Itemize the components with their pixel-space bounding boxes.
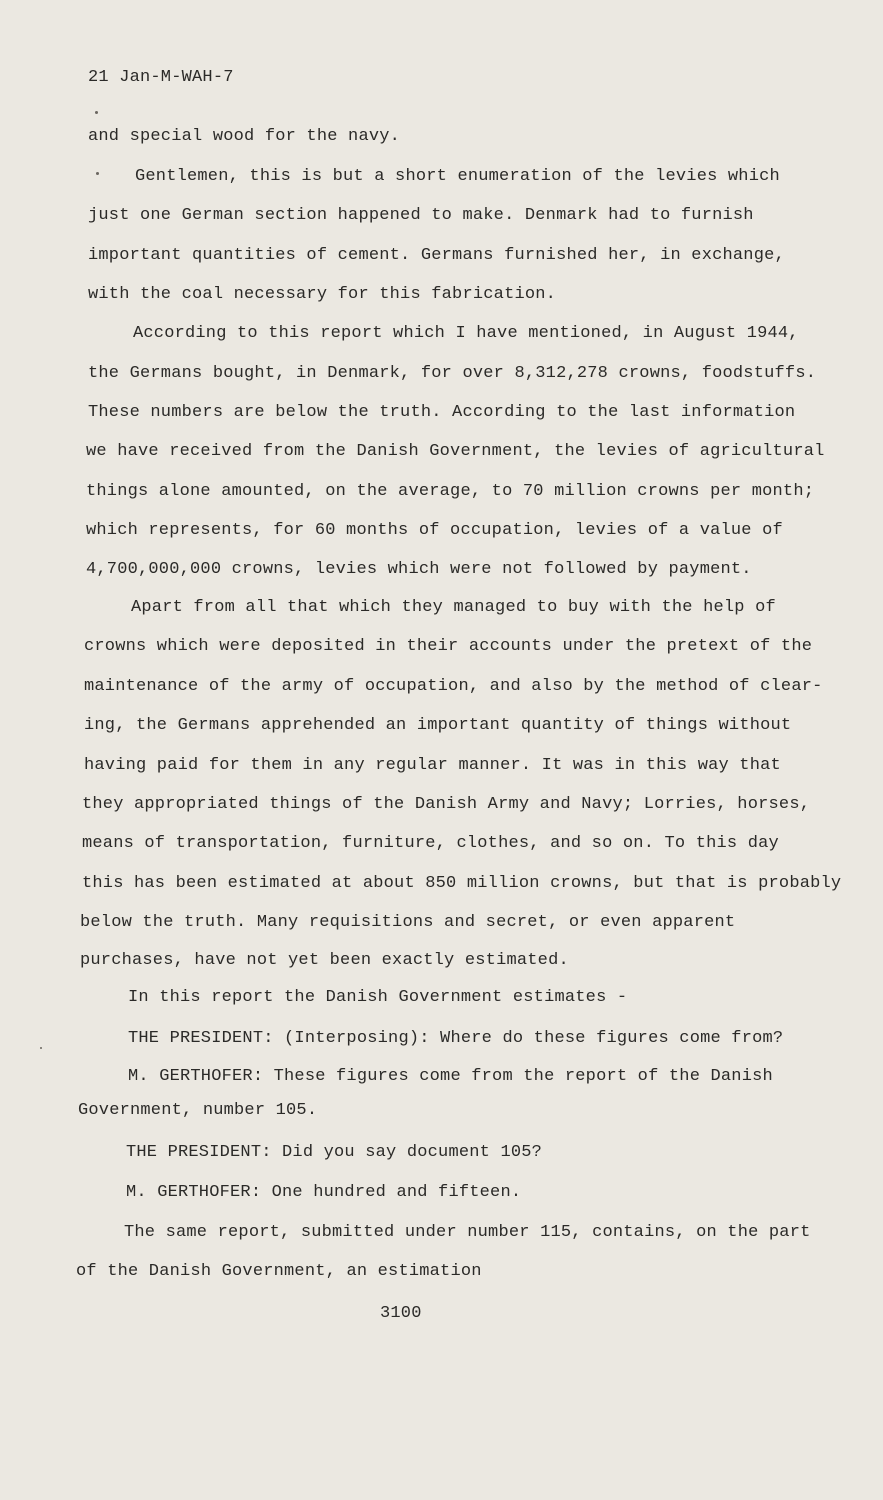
text-line: These numbers are below the truth. According to the last information <box>88 403 796 422</box>
text-line: and special wood for the navy. <box>88 127 401 146</box>
text-line: means of transportation, furniture, clothes, and so on. To this day <box>82 834 779 853</box>
text-line: purchases, have not yet been exactly estimated. <box>80 951 569 970</box>
text-line: 4,700,000,000 crowns, levies which were not followed by payment. <box>86 560 752 579</box>
text-line: THE PRESIDENT: Did you say document 105? <box>126 1143 543 1162</box>
text-line: The same report, submitted under number 115, contains, on the part <box>124 1223 811 1242</box>
text-line: below the truth. Many requisitions and secret, or even apparent <box>80 913 736 932</box>
paper-speck <box>96 172 99 175</box>
text-line: which represents, for 60 months of occupation, levies of a value of <box>86 521 783 540</box>
text-line: we have received from the Danish Government, the levies of agricultural <box>86 442 825 461</box>
text-line: Government, number 105. <box>78 1101 318 1120</box>
text-line: of the Danish Government, an estimation <box>76 1262 482 1281</box>
text-line: In this report the Danish Government estimates - <box>128 988 628 1007</box>
page-number: 3100 <box>380 1304 422 1323</box>
text-line: M. GERTHOFER: These figures come from the report of the Danish <box>128 1067 773 1086</box>
text-line: Gentlemen, this is but a short enumeration of the levies which <box>135 167 780 186</box>
text-line: they appropriated things of the Danish Army and Navy; Lorries, horses, <box>82 795 811 814</box>
text-line: M. GERTHOFER: One hundred and fifteen. <box>126 1183 522 1202</box>
text-line: just one German section happened to make. Denmark had to furnish <box>88 206 754 225</box>
paper-speck <box>95 111 98 114</box>
text-line: maintenance of the army of occupation, and also by the method of clear- <box>84 677 823 696</box>
text-line: with the coal necessary for this fabrication. <box>88 285 557 304</box>
text-line: ing, the Germans apprehended an important quantity of things without <box>84 716 792 735</box>
text-line: crowns which were deposited in their accounts under the pretext of the <box>84 637 813 656</box>
text-line: THE PRESIDENT: (Interposing): Where do these figures come from? <box>128 1029 784 1048</box>
text-line: Apart from all that which they managed to buy with the help of <box>131 598 776 617</box>
text-line: the Germans bought, in Denmark, for over 8,312,278 crowns, foodstuffs. <box>88 364 817 383</box>
text-line: things alone amounted, on the average, to 70 million crowns per month; <box>86 482 815 501</box>
paper-speck <box>40 1047 42 1049</box>
text-line: According to this report which I have mentioned, in August 1944, <box>133 324 799 343</box>
text-line: this has been estimated at about 850 million crowns, but that is probably <box>82 874 842 893</box>
text-line: important quantities of cement. Germans furnished her, in exchange, <box>88 246 785 265</box>
text-line: having paid for them in any regular manner. It was in this way that <box>84 756 781 775</box>
transcript-id: 21 Jan-M-WAH-7 <box>88 68 234 87</box>
